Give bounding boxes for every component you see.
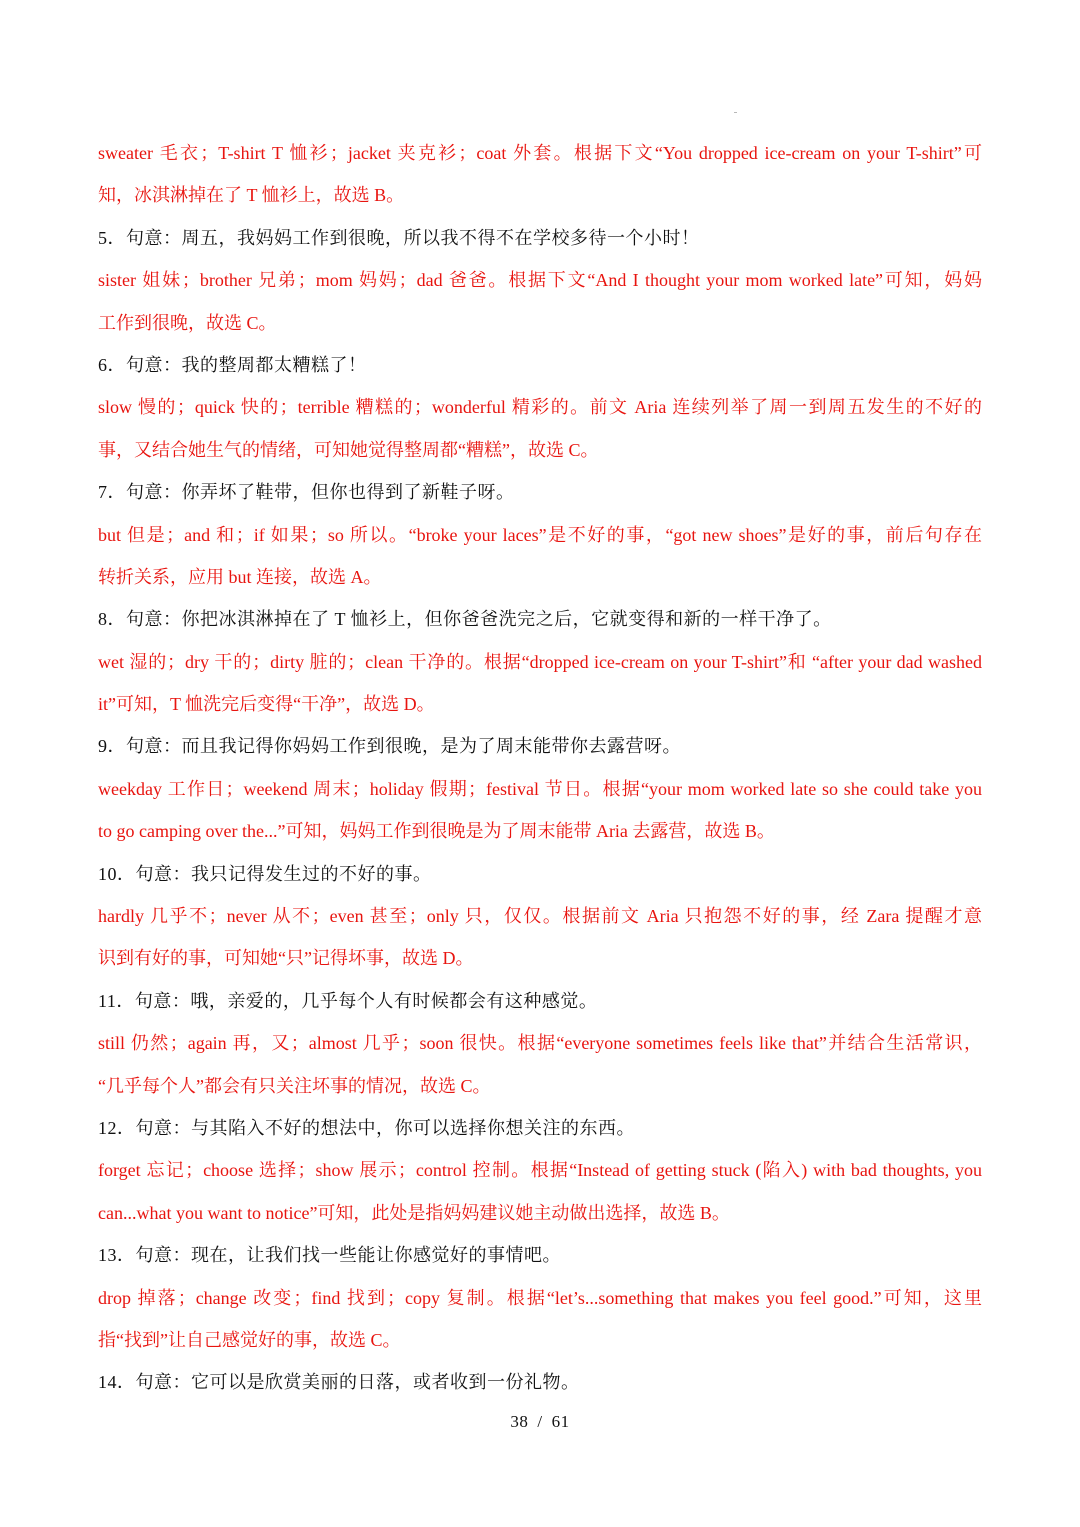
question-sentence-line: 10．句意：我只记得发生过的不好的事。 <box>98 863 432 884</box>
question-sentence-line: 12．句意：与其陷入不好的想法中，你可以选择你想关注的东西。 <box>98 1117 635 1138</box>
answer-explanation-line: can...what you want to notice”可知，此处是指妈妈建议她主动做出选择，故选 B。 <box>98 1202 730 1223</box>
page-footer <box>0 1412 1080 1432</box>
answer-explanation-line: sister 姐妹；brother 兄弟；mom 妈妈；dad 爸爸。根据下文“And I thought your mom worked late”可知，妈妈 <box>98 270 982 291</box>
answer-explanation-line: 识到有好的事，可知她“只”记得坏事，故选 D。 <box>98 948 474 969</box>
answer-explanation-line: forget 忘记；choose 选择；show 展示；control 控制。根据“Instead of getting stuck (陷入) with bad thoughts, you <box>98 1160 982 1181</box>
answer-explanation-line: it”可知，T 恤洗完后变得“干净”，故选 D。 <box>98 694 435 715</box>
total-page-count: 61 <box>551 1412 570 1431</box>
question-sentence-line: 7．句意：你弄坏了鞋带，但你也得到了新鞋子呀。 <box>98 482 515 503</box>
answer-explanation-line: 知，冰淇淋掉在了 T 恤衫上，故选 B。 <box>98 185 405 206</box>
page-separator: / <box>537 1412 543 1431</box>
question-sentence-line: 13．句意：现在，让我们找一些能让你感觉好的事情吧。 <box>98 1245 561 1266</box>
question-sentence-line: 8．句意：你把冰淇淋掉在了 T 恤衫上，但你爸爸洗完之后，它就变得和新的一样干净了。 <box>98 609 832 630</box>
answer-explanation-line: 工作到很晚，故选 C。 <box>98 312 277 333</box>
answer-explanation-line: still 仍然；again 再，又；almost 几乎；soon 很快。根据“everyone sometimes feels like that”并结合生活常识， <box>98 1033 982 1054</box>
answer-explanation-line: 事，又结合她生气的情绪，可知她觉得整周都“糟糕”，故选 C。 <box>98 439 599 460</box>
question-sentence-line: 6．句意：我的整周都太糟糕了！ <box>98 354 367 375</box>
answer-explanation-line: hardly 几乎不；never 从不；even 甚至；only 只，仅仅。根据前文 Aria 只抱怨不好的事，经 Zara 提醒才意 <box>98 906 982 927</box>
answer-explanation-line: slow 慢的；quick 快的；terrible 糟糕的；wonderful 精彩的。前文 Aria 连续列举了周一到周五发生的不好的 <box>98 397 982 418</box>
answer-explanation-line: wet 湿的；dry 干的；dirty 脏的；clean 干净的。根据“dropped ice-cream on your T-shirt”和 “after your dad washed <box>98 651 982 672</box>
question-sentence-line: 14．句意：它可以是欣赏美丽的日落，或者收到一份礼物。 <box>98 1372 580 1393</box>
question-sentence-line: 9．句意：而且我记得你妈妈工作到很晚，是为了周末能带你去露营呀。 <box>98 736 681 757</box>
answer-explanation-line: to go camping over the...”可知，妈妈工作到很晚是为了周末能带 Aria 去露营，故选 B。 <box>98 821 775 842</box>
scan-mark <box>734 112 737 113</box>
answer-explanation-line: 转折关系，应用 but 连接，故选 A。 <box>98 566 382 587</box>
answer-explanation-line: but 但是；and 和；if 如果；so 所以。“broke your laces”是不好的事，“got new shoes”是好的事，前后句存在 <box>98 524 982 545</box>
answer-explanation-line: weekday 工作日；weekend 周末；holiday 假期；festival 节日。根据“your mom worked late so she could take you <box>98 778 982 799</box>
question-sentence-line: 11．句意：哦，亲爱的，几乎每个人有时候都会有这种感觉。 <box>98 990 598 1011</box>
answer-explanation-line: sweater 毛衣；T-shirt T 恤衫；jacket 夹克衫；coat 外套。根据下文“You dropped ice-cream on your T-shirt”可 <box>98 143 982 163</box>
answer-explanation-line: drop 掉落；change 改变；find 找到；copy 复制。根据“let’s...something that makes you feel good.”可知，这里 <box>98 1287 982 1308</box>
current-page-number: 38 <box>510 1412 529 1431</box>
question-sentence-line: 5．句意：周五，我妈妈工作到很晚，所以我不得不在学校多待一个小时！ <box>98 227 700 248</box>
answer-explanation-line: “几乎每个人”都会有只关注坏事的情况，故选 C。 <box>98 1075 491 1096</box>
document-body <box>98 132 982 1404</box>
answer-explanation-line: 指“找到”让自己感觉好的事，故选 C。 <box>98 1329 401 1350</box>
